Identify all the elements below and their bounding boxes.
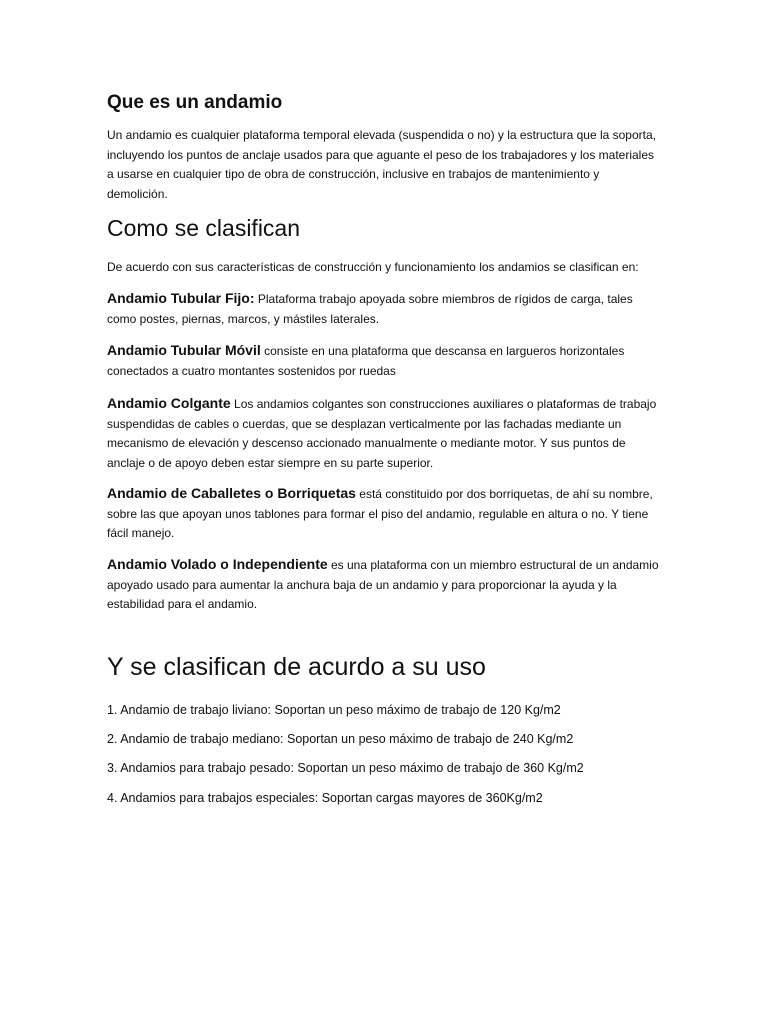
type-term: Andamio Tubular Móvil — [107, 342, 261, 358]
heading-que-es-un-andamio: Que es un andamio — [107, 92, 283, 113]
type-description: consiste en una plataforma que descansa en largueros horizontales conectados a cuatro montantes sostenidos por ruedas — [107, 344, 625, 378]
type-colgante — [107, 394, 662, 473]
type-description: Los andamios colgantes son construcciones auxiliares o plataformas de trabajo suspendidas de cables o cuerdas, que se desplazan verticalmente por las fachadas mediante un mecanismo de elevación y descenso accionado manualmente o mediante motor. Y sus puntos de anclaje o de apoyo deben estar siempre en su parte superior. — [107, 397, 657, 470]
type-tubular-fijo — [107, 289, 662, 329]
type-term: Andamio Volado o Independiente — [107, 556, 328, 572]
type-term: Andamio Colgante — [107, 395, 231, 411]
paragraph-classification-intro: De acuerdo con sus características de construcción y funcionamiento los andamios se clasifican en: — [107, 260, 639, 274]
type-description: Plataforma trabajo apoyada sobre miembros de rígidos de carga, tales como postes, piernas, marcos, y mástiles laterales. — [107, 292, 633, 326]
type-description: está constituido por dos borriquetas, de ahí su nombre, sobre las que apoyan unos tablones para formar el piso del andamio, regulable en altura o no. Y tiene fácil manejo. — [107, 487, 653, 540]
list-item: 2. Andamio de trabajo mediano: Soportan un peso máximo de trabajo de 240 Kg/m2 — [107, 732, 574, 746]
type-term: Andamio de Caballetes o Borriquetas — [107, 485, 356, 501]
type-description: es una plataforma con un miembro estructural de un andamio apoyado usado para aumentar la anchura baja de un andamio y para proporcionar la ayuda y la estabilidad para el andamio. — [107, 558, 659, 611]
list-item: 4. Andamios para trabajos especiales: Soportan cargas mayores de 360Kg/m2 — [107, 791, 543, 805]
type-caballetes — [107, 484, 662, 544]
heading-como-se-clasifican: Como se clasifican — [107, 215, 301, 241]
list-item: 1. Andamio de trabajo liviano: Soportan un peso máximo de trabajo de 120 Kg/m2 — [107, 703, 561, 717]
type-tubular-movil — [107, 341, 662, 381]
heading-clasificacion-por-uso: Y se clasifican de acurdo a su uso — [107, 653, 486, 681]
paragraph-definition: Un andamio es cualquier plataforma temporal elevada (suspendida o no) y la estructura que la soporta, incluyendo los puntos de anclaje usados para que aguante el peso de los trabajadores y los materiales a usarse en cualquier tipo de obra de construcción, inclusive en trabajos de mantenimiento y demolición. — [107, 128, 656, 201]
list-item: 3. Andamios para trabajo pesado: Soportan un peso máximo de trabajo de 360 Kg/m2 — [107, 761, 584, 775]
type-volado — [107, 555, 662, 615]
type-term: Andamio Tubular Fijo: — [107, 290, 255, 306]
